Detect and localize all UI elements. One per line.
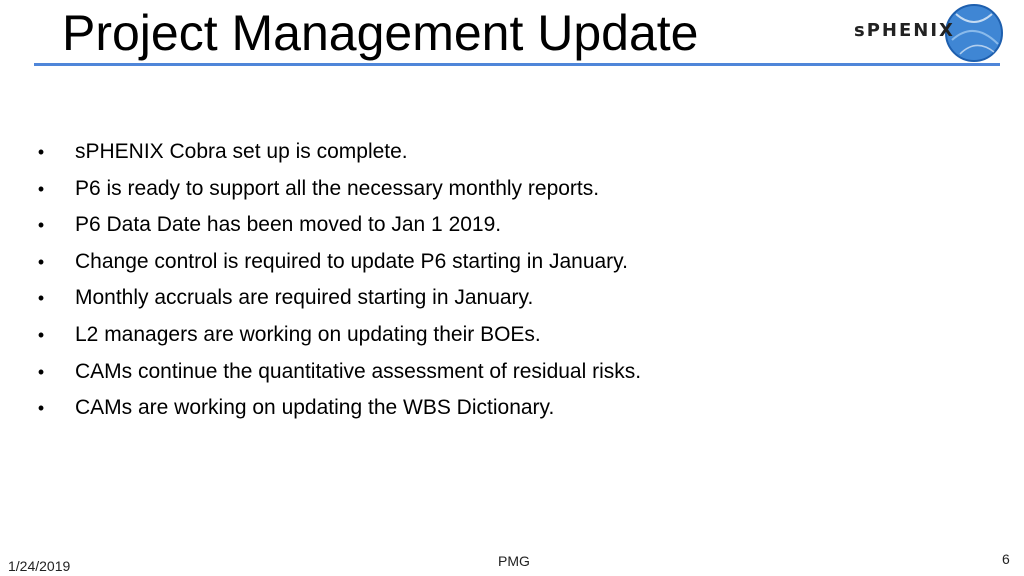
page-number: 6 (1002, 551, 1010, 567)
bullet-marker: • (37, 324, 45, 345)
bullet-text: CAMs are working on updating the WBS Dictionary. (75, 396, 555, 420)
bullet-marker: • (37, 361, 45, 382)
bullet-text: Change control is required to update P6 starting in January. (75, 249, 628, 273)
bullet-text: P6 is ready to support all the necessary monthly reports. (75, 176, 600, 200)
logo-text: sPHENIX (854, 20, 955, 41)
bullet-marker: • (37, 288, 45, 309)
bullet-marker: • (37, 398, 45, 419)
bullet-text: Monthly accruals are required starting in January. (75, 286, 534, 310)
bullet-marker: • (37, 142, 45, 162)
footer-date: 1/24/2019 (8, 558, 71, 574)
bullet-marker: • (37, 251, 45, 272)
sphenix-logo (848, 0, 1018, 66)
footer-label: PMG (498, 553, 530, 569)
slide-title: Project Management Update (62, 5, 699, 61)
bullet-text: sPHENIX Cobra set up is complete. (75, 140, 408, 163)
bullet-text: CAMs continue the quantitative assessment of residual risks. (75, 359, 642, 383)
title-underline (34, 63, 1000, 66)
bullet-marker: • (37, 178, 45, 199)
bullet-marker: • (37, 215, 45, 236)
bullet-text: P6 Data Date has been moved to Jan 1 2019. (75, 213, 502, 237)
bullet-text: L2 managers are working on updating their BOEs. (75, 322, 541, 346)
